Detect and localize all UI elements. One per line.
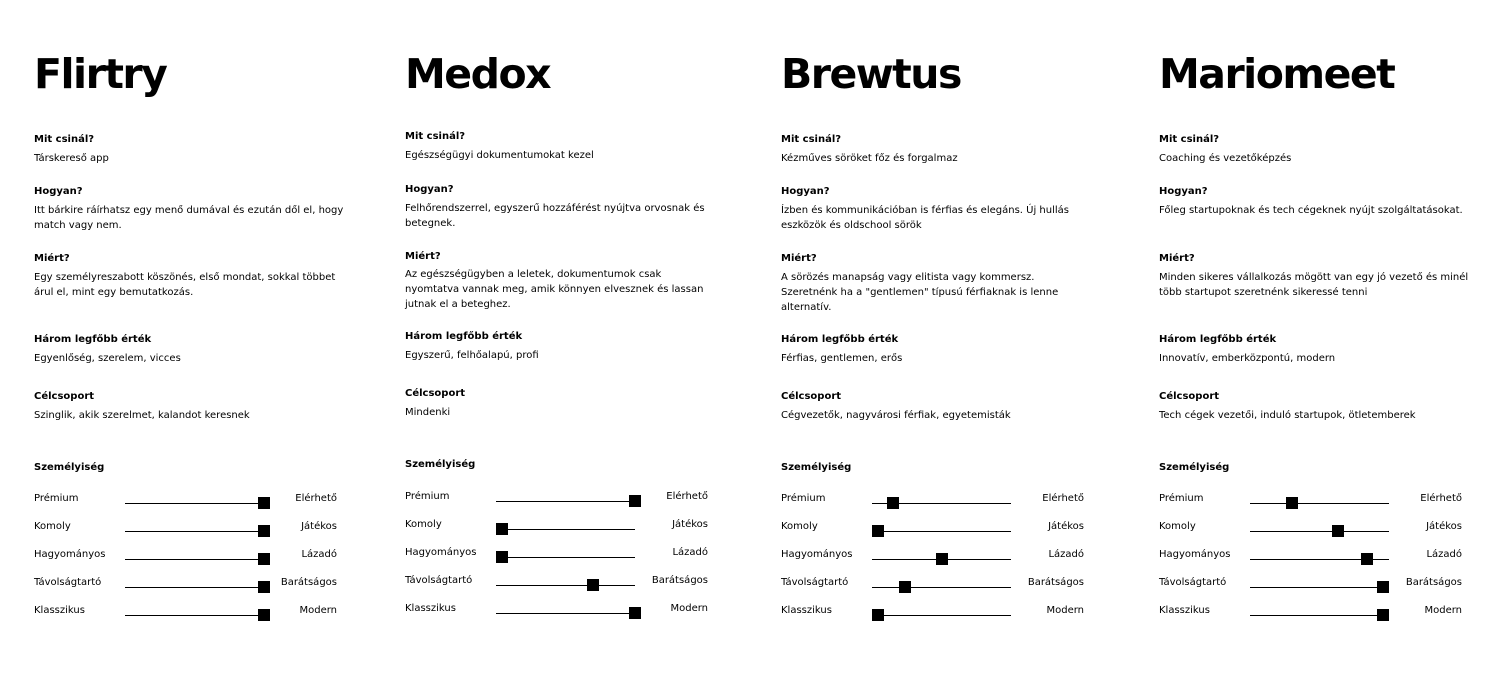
slider-left-label: Komoly [405, 519, 442, 530]
personality-label: Személyiség [781, 462, 852, 473]
slider-track[interactable] [125, 503, 264, 504]
slider-right-label: Lázadó [1048, 549, 1084, 560]
slider-left-label: Klasszikus [405, 603, 456, 614]
audience-label: Célcsoport [405, 388, 466, 399]
slider-track[interactable] [496, 529, 635, 530]
how-label: Hogyan? [781, 186, 830, 197]
how-text: Ízben és kommunikációban is férfias és elegáns. Új hullás eszközök és oldschool sörök [781, 205, 1069, 231]
slider-right-label: Játékos [301, 521, 337, 532]
values-label: Három legfőbb érték [34, 334, 152, 345]
why-label: Miért? [1159, 253, 1195, 264]
slider-right-label: Játékos [1426, 521, 1462, 532]
slider-handle[interactable] [899, 581, 911, 593]
personality-slider-row [34, 602, 337, 622]
slider-handle[interactable] [496, 523, 508, 535]
slider-track[interactable] [125, 587, 264, 588]
personality-slider-row [781, 602, 1084, 622]
what-text: Társkereső app [34, 153, 109, 164]
personality-slider-row [781, 490, 1084, 510]
slider-track[interactable] [496, 613, 635, 614]
brand-column-mariomeet [1159, 0, 1469, 675]
why-text: Minden sikeres vállalkozás mögött van egy jó vezető és minél több startupot szeretnénk sikeressé tenni [1159, 272, 1469, 298]
values-text: Egyenlőség, szerelem, vicces [34, 353, 181, 364]
slider-left-label: Komoly [34, 521, 71, 532]
how-text: Főleg startupoknak és tech cégeknek nyújt szolgáltatásokat. [1159, 205, 1463, 216]
personality-slider-row [405, 572, 708, 592]
personality-slider-row [405, 488, 708, 508]
slider-left-label: Távolságtartó [405, 575, 473, 586]
slider-left-label: Prémium [781, 493, 826, 504]
how-label: Hogyan? [405, 184, 454, 195]
what-label: Mit csinál? [1159, 134, 1220, 145]
personality-slider-row [405, 516, 708, 536]
slider-track[interactable] [125, 531, 264, 532]
slider-handle[interactable] [1332, 525, 1344, 537]
personality-slider-row [1159, 490, 1462, 510]
audience-label: Célcsoport [1159, 391, 1220, 402]
personality-slider-row [405, 600, 708, 620]
brand-column-brewtus [781, 0, 1091, 675]
slider-right-label: Elérhető [666, 491, 708, 502]
slider-right-label: Modern [1046, 605, 1084, 616]
audience-text: Szinglik, akik szerelmet, kalandot keresnek [34, 410, 250, 421]
values-text: Innovatív, emberközpontú, modern [1159, 353, 1336, 364]
brand-title: Flirtry [34, 50, 167, 98]
slider-handle[interactable] [258, 581, 270, 593]
what-label: Mit csinál? [405, 131, 466, 142]
slider-handle[interactable] [258, 525, 270, 537]
slider-handle[interactable] [496, 551, 508, 563]
why-text: Az egészségügyben a leletek, dokumentumok csak nyomtatva vannak meg, amik könnyen elvesznek és lassan jutnak el a beteghez. [405, 269, 704, 310]
personality-slider-row [1159, 602, 1462, 622]
what-text: Coaching és vezetőképzés [1159, 153, 1292, 164]
slider-handle[interactable] [872, 525, 884, 537]
slider-left-label: Hagyományos [34, 549, 106, 560]
audience-label: Célcsoport [781, 391, 842, 402]
slider-left-label: Klasszikus [781, 605, 832, 616]
slider-track[interactable] [872, 587, 1011, 588]
slider-track[interactable] [496, 557, 635, 558]
slider-track[interactable] [1250, 559, 1389, 560]
slider-right-label: Elérhető [1420, 493, 1462, 504]
personality-slider-row [1159, 518, 1462, 538]
what-label: Mit csinál? [781, 134, 842, 145]
values-label: Három legfőbb érték [405, 331, 523, 342]
personality-slider-row [781, 518, 1084, 538]
how-label: Hogyan? [34, 186, 83, 197]
slider-track[interactable] [872, 615, 1011, 616]
slider-left-label: Komoly [781, 521, 818, 532]
personality-label: Személyiség [1159, 462, 1230, 473]
slider-track[interactable] [125, 559, 264, 560]
audience-text: Cégvezetők, nagyvárosi férfiak, egyetemisták [781, 410, 1011, 421]
slider-track[interactable] [1250, 503, 1389, 504]
slider-left-label: Hagyományos [781, 549, 853, 560]
personality-slider-row [34, 490, 337, 510]
how-text: Felhőrendszerrel, egyszerű hozzáférést nyújtva orvosnak és betegnek. [405, 203, 705, 229]
slider-track[interactable] [496, 501, 635, 502]
personality-slider-row [781, 574, 1084, 594]
slider-track[interactable] [872, 559, 1011, 560]
personality-slider-row [405, 544, 708, 564]
slider-left-label: Távolságtartó [1159, 577, 1227, 588]
slider-track[interactable] [1250, 587, 1389, 588]
personality-slider-row [34, 546, 337, 566]
audience-text: Mindenki [405, 407, 451, 418]
slider-track[interactable] [496, 585, 635, 586]
slider-handle[interactable] [258, 553, 270, 565]
brand-title: Brewtus [781, 50, 961, 98]
slider-right-label: Barátságos [651, 575, 708, 586]
how-text: Itt bárkire ráírhatsz egy menő dumával és ezután dől el, hogy match vagy nem. [34, 205, 344, 231]
how-label: Hogyan? [1159, 186, 1208, 197]
personality-slider-row [1159, 574, 1462, 594]
slider-track[interactable] [872, 503, 1011, 504]
why-text: Egy személyreszabott köszönés, első mondat, sokkal többet árul el, mint egy bemutatkozás. [34, 272, 336, 298]
slider-left-label: Prémium [405, 491, 450, 502]
brand-column-flirtry [34, 0, 344, 675]
values-text: Férfias, gentlemen, erős [781, 353, 903, 364]
slider-right-label: Barátságos [1027, 577, 1084, 588]
slider-right-label: Játékos [1048, 521, 1084, 532]
slider-left-label: Klasszikus [34, 605, 85, 616]
why-label: Miért? [405, 251, 441, 262]
slider-left-label: Távolságtartó [781, 577, 849, 588]
slider-handle[interactable] [1361, 553, 1373, 565]
slider-left-label: Hagyományos [405, 547, 477, 558]
brand-column-medox [405, 0, 715, 675]
slider-handle[interactable] [1377, 609, 1389, 621]
slider-track[interactable] [1250, 531, 1389, 532]
slider-handle[interactable] [258, 609, 270, 621]
slider-right-label: Modern [670, 603, 708, 614]
audience-label: Célcsoport [34, 391, 95, 402]
slider-left-label: Klasszikus [1159, 605, 1210, 616]
slider-left-label: Hagyományos [1159, 549, 1231, 560]
slider-right-label: Elérhető [1042, 493, 1084, 504]
brand-title: Medox [405, 50, 551, 98]
slider-track[interactable] [125, 615, 264, 616]
values-label: Három legfőbb érték [1159, 334, 1277, 345]
slider-track[interactable] [872, 531, 1011, 532]
slider-handle[interactable] [258, 497, 270, 509]
values-text: Egyszerű, felhőalapú, profi [405, 350, 539, 361]
personality-slider-row [781, 546, 1084, 566]
slider-left-label: Távolságtartó [34, 577, 102, 588]
slider-left-label: Prémium [34, 493, 79, 504]
slider-handle[interactable] [1286, 497, 1298, 509]
why-label: Miért? [34, 253, 70, 264]
personality-slider-row [1159, 546, 1462, 566]
what-label: Mit csinál? [34, 134, 95, 145]
what-text: Egészségügyi dokumentumokat kezel [405, 150, 594, 161]
slider-left-label: Komoly [1159, 521, 1196, 532]
slider-handle[interactable] [1377, 581, 1389, 593]
personality-slider-row [34, 574, 337, 594]
slider-track[interactable] [1250, 615, 1389, 616]
personality-label: Személyiség [34, 462, 105, 473]
slider-right-label: Játékos [672, 519, 708, 530]
what-text: Kézműves söröket főz és forgalmaz [781, 153, 958, 164]
slider-handle[interactable] [629, 495, 641, 507]
slider-handle[interactable] [629, 607, 641, 619]
slider-handle[interactable] [872, 609, 884, 621]
slider-right-label: Lázadó [1426, 549, 1462, 560]
slider-right-label: Elérhető [295, 493, 337, 504]
values-label: Három legfőbb érték [781, 334, 899, 345]
audience-text: Tech cégek vezetői, induló startupok, ötletemberek [1159, 410, 1416, 421]
slider-handle[interactable] [587, 579, 599, 591]
personality-slider-row [34, 518, 337, 538]
slider-handle[interactable] [887, 497, 899, 509]
slider-right-label: Modern [1424, 605, 1462, 616]
brand-title: Mariomeet [1159, 50, 1395, 98]
why-label: Miért? [781, 253, 817, 264]
slider-right-label: Lázadó [301, 549, 337, 560]
why-text: A sörözés manapság vagy elitista vagy kommersz. Szeretnénk ha a "gentlemen" típusú férfiaknak is lenne alternatív. [781, 272, 1059, 313]
slider-left-label: Prémium [1159, 493, 1204, 504]
slider-right-label: Barátságos [1405, 577, 1462, 588]
slider-right-label: Lázadó [672, 547, 708, 558]
slider-handle[interactable] [936, 553, 948, 565]
slider-right-label: Barátságos [280, 577, 337, 588]
personality-label: Személyiség [405, 459, 476, 470]
slider-right-label: Modern [299, 605, 337, 616]
